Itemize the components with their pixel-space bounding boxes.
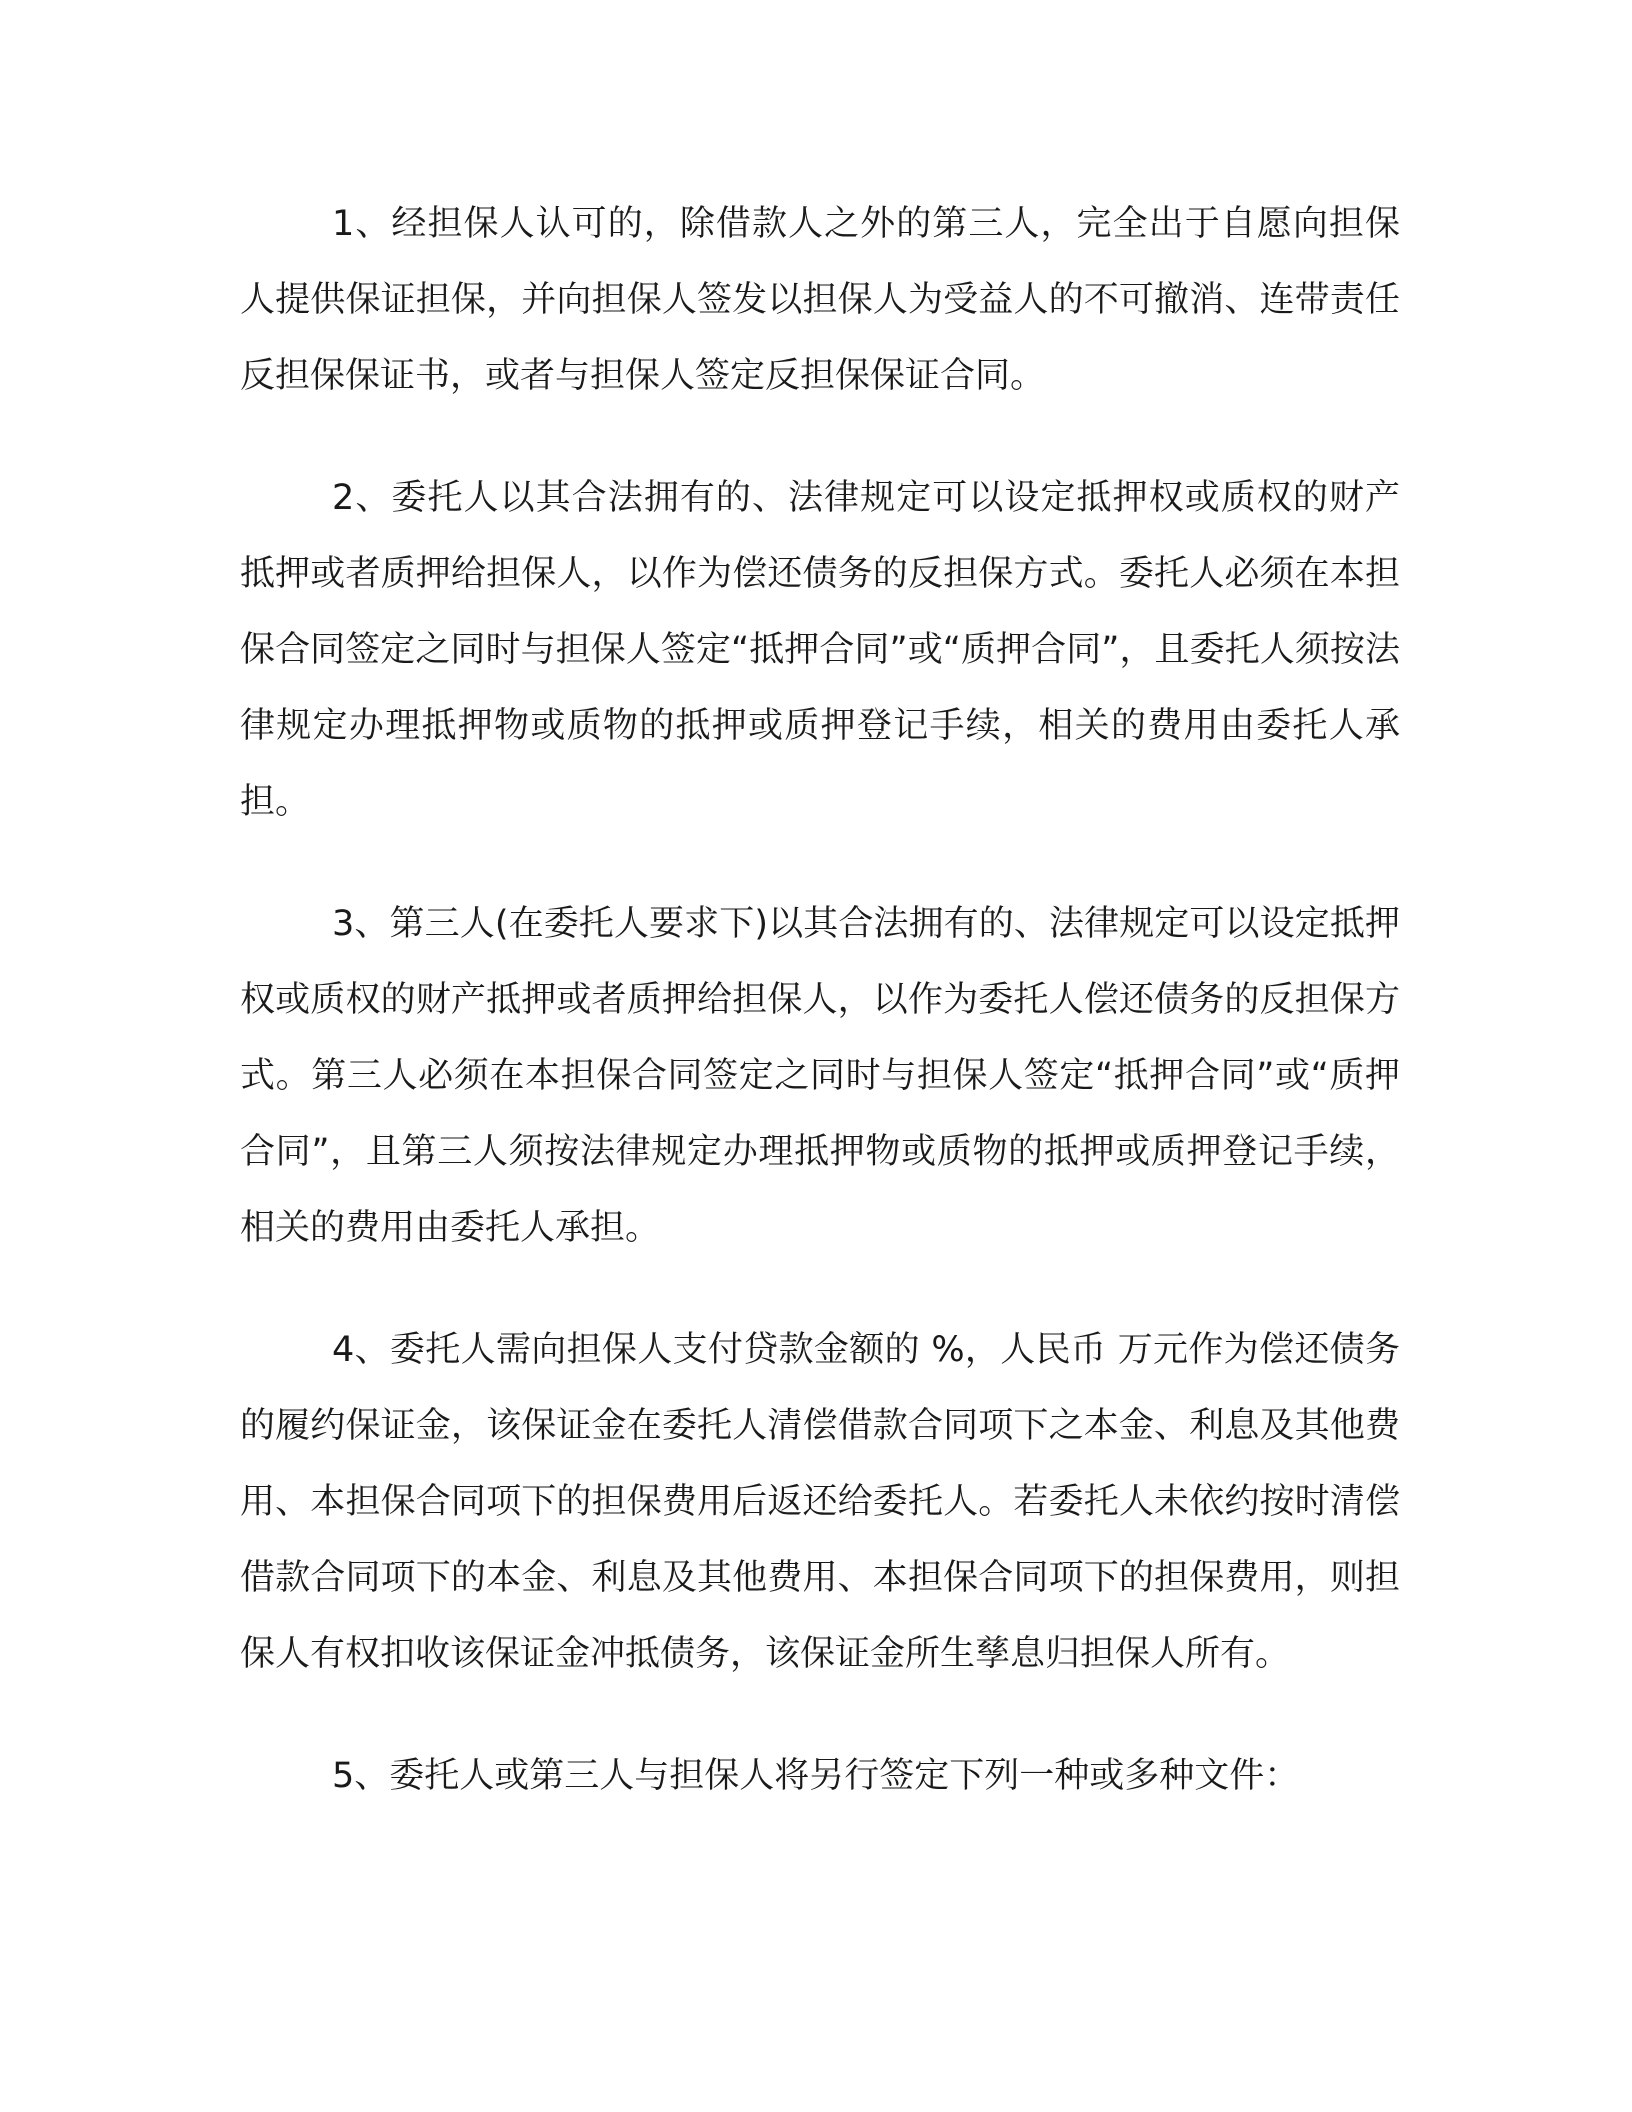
paragraph-3: 3、第三人(在委托人要求下)以其合法拥有的、法律规定可以设定抵押权或质权的财产抵押或者质押给担保人，以作为委托人偿还债务的反担保方式。第三人必须在本担保合同签定之同时与担保人签定“抵押合同”或“质押合同”，且第三人须按法律规定办理抵押物或质物的抵押或质押登记手续，相关的费用由委托人承担。 [240,904,1400,1248]
document-body [240,186,1400,1814]
paragraph-4: 4、委托人需向担保人支付贷款金额的 %，人民币 万元作为偿还债务的履约保证金，该保证金在委托人清偿借款合同项下之本金、利息及其他费用、本担保合同项下的担保费用后返还给委托人。若委托人未依约按时清偿借款合同项下的本金、利息及其他费用、本担保合同项下的担保费用，则担保人有权扣收该保证金冲抵债务，该保证金所生孳息归担保人所有。 [240,1330,1400,1674]
paragraph-2: 2、委托人以其合法拥有的、法律规定可以设定抵押权或质权的财产抵押或者质押给担保人，以作为偿还债务的反担保方式。委托人必须在本担保合同签定之同时与担保人签定“抵押合同”或“质押合同”，且委托人须按法律规定办理抵押物或质物的抵押或质押登记手续，相关的费用由委托人承担。 [240,478,1400,822]
paragraph-1: 1、经担保人认可的，除借款人之外的第三人，完全出于自愿向担保人提供保证担保，并向担保人签发以担保人为受益人的不可撤消、连带责任反担保保证书，或者与担保人签定反担保保证合同。 [240,204,1400,396]
paragraph-5: 5、委托人或第三人与担保人将另行签定下列一种或多种文件： [332,1756,1300,1796]
